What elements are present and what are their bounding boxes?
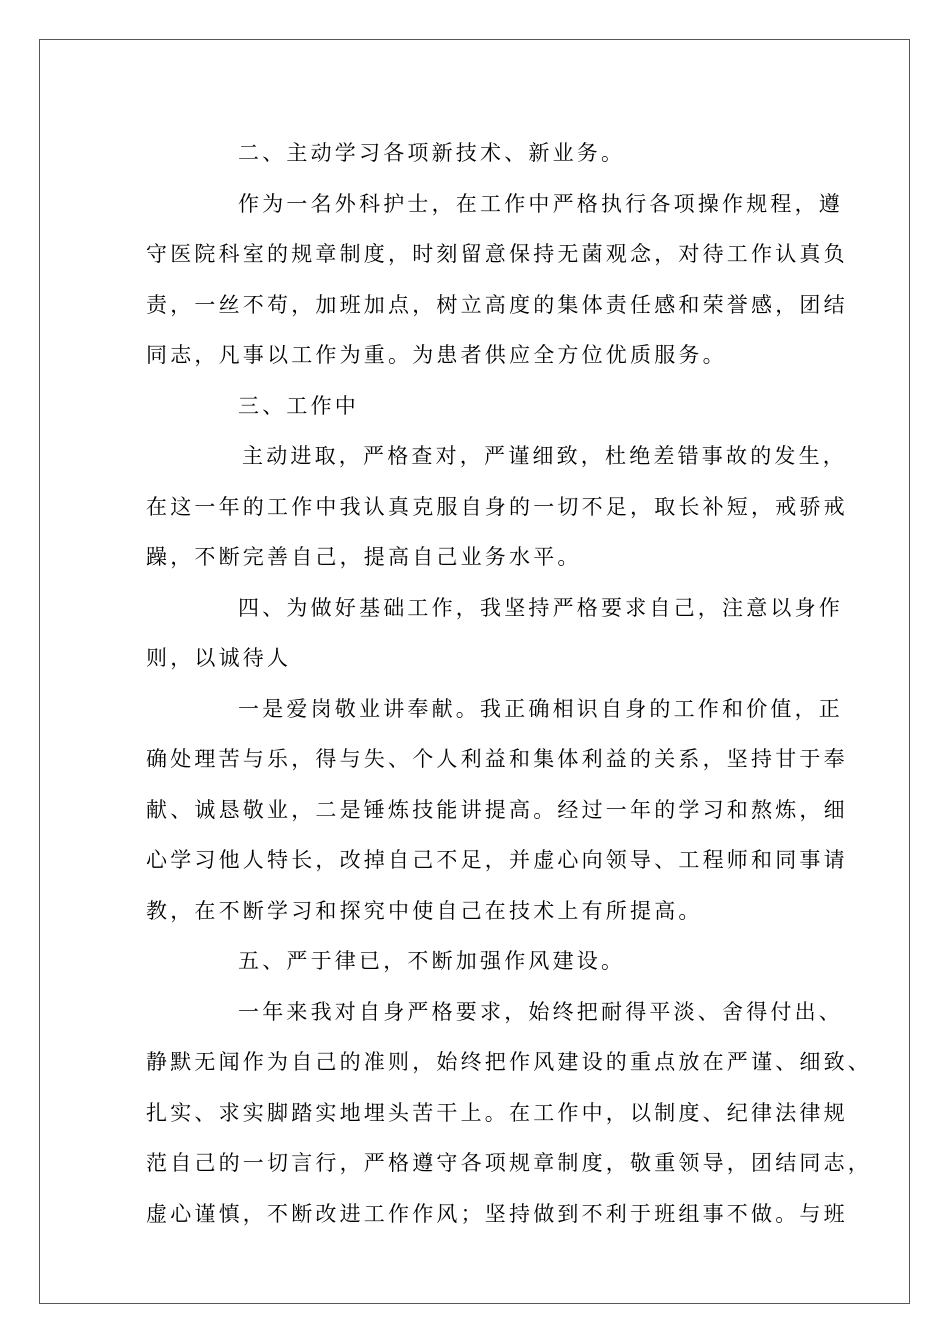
paragraph-line: 心学习他人特长，改掉自己不足，并虚心向领导、工程师和同事请: [146, 848, 848, 872]
section-heading-5: 五、严于律已，不断加强作风建设。: [238, 949, 626, 973]
section-heading-3: 三、工作中: [238, 393, 359, 418]
paragraph-line: 守医院科室的规章制度，时刻留意保持无菌观念，对待工作认真负: [146, 242, 848, 266]
paragraph-line: 确处理苦与乐，得与失、个人利益和集体利益的关系，坚持甘于奉: [146, 747, 848, 771]
paragraph-line: 献、诚恳敬业，二是锤炼技能讲提高。经过一年的学习和熬炼，细: [146, 797, 848, 822]
paragraph-line: 同志，凡事以工作为重。为患者供应全方位优质服务。: [146, 343, 727, 367]
section-heading-2: 二、主动学习各项新技术、新业务。: [238, 141, 626, 165]
paragraph-line: 在这一年的工作中我认真克服自身的一切不足，取长补短，戒骄戒: [146, 494, 848, 519]
paragraph-line: 主动进取，严格查对，严谨细致，杜绝差错事故的发生，: [242, 444, 847, 468]
paragraph-line: 躁，不断完善自己，提高自己业务水平。: [146, 545, 582, 569]
document-body: [146, 128, 872, 1239]
paragraph-line: 则，以诚待人: [146, 646, 292, 670]
section-heading-4: 四、为做好基础工作，我坚持严格要求自己，注意以身作: [238, 595, 843, 620]
paragraph-line: 一年来我对自身严格要求，始终把耐得平淡、舍得付出、: [238, 999, 843, 1024]
paragraph-line: 教，在不断学习和探究中使自己在技术上有所提高。: [146, 898, 703, 923]
paragraph-line: 扎实、求实脚踏实地埋头苦干上。在工作中，以制度、纪律法律规: [146, 1100, 848, 1125]
paragraph-line: 静默无闻作为自己的准则，始终把作风建设的重点放在严谨、细致、: [146, 1050, 872, 1074]
paragraph-line: 作为一名外科护士，在工作中严格执行各项操作规程，遵: [238, 191, 843, 216]
paragraph-line: 一是爱岗敬业讲奉献。我正确相识自身的工作和价值，正: [238, 696, 843, 721]
paragraph-line: 虚心谨慎，不断改进工作作风；坚持做到不利于班组事不做。与班: [146, 1201, 848, 1226]
paragraph-line: 责，一丝不苟，加班加点，树立高度的集体责任感和荣誉感，团结: [146, 292, 848, 317]
paragraph-line: 范自己的一切言行，严格遵守各项规章制度，敬重领导，团结同志，: [146, 1151, 872, 1175]
